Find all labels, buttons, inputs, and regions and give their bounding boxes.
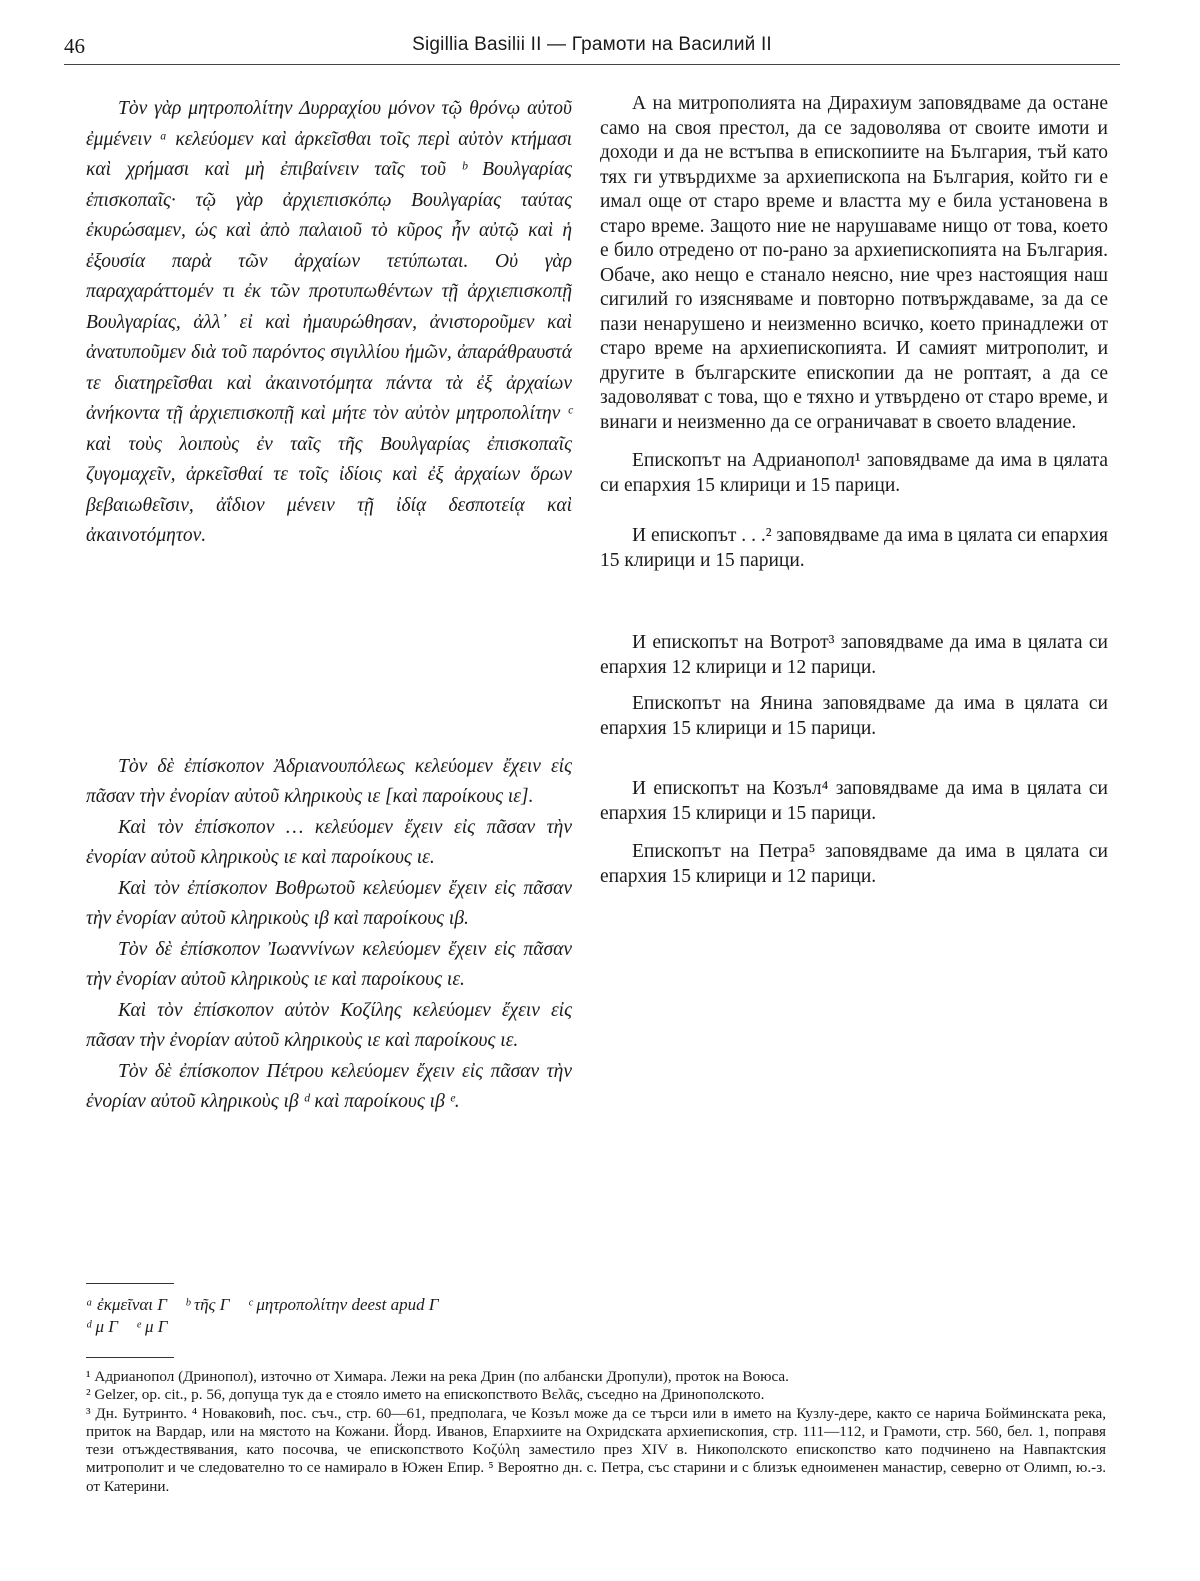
greek-paragraph-3: Καὶ τὸν ἐπίσκοπον … κελεύομεν ἔχειν εἰς πᾶσαν τὴν ἐνορίαν αὐτοῦ κληρικοὺς ιε καὶ παροίκους ιε. bbox=[86, 816, 572, 868]
bulgarian-paragraph-5: Епископът на Янина заповядваме да има в цялата си епархия 15 клирици и 15 парици. bbox=[600, 693, 1108, 739]
greek-paragraph-5: Τὸν δὲ ἐπίσκοπον Ἰωαννίνων κελεύομεν ἔχειν εἰς πᾶσαν τὴν ἐνορίαν αὐτοῦ κληρικοὺς ιε καὶ παροίκους ιε. bbox=[86, 938, 572, 990]
greek-paragraph-6: Καὶ τὸν ἐπίσκοπον αὐτὸν Κοζίλης κελεύομεν ἔχειν εἰς πᾶσαν τὴν ἐνορίαν αὐτοῦ κληρικοὺς ιε καὶ παροίκους ιε. bbox=[86, 999, 572, 1051]
apparatus-separator bbox=[86, 1283, 174, 1284]
apparatus-note-d: ᵈ μ Γ bbox=[86, 1317, 118, 1336]
apparatus-note-e: ᵉ μ Γ bbox=[136, 1317, 168, 1336]
footnote-separator bbox=[86, 1357, 174, 1358]
bulgarian-paragraph-3: И епископът . . .² заповядваме да има в цялата си епархия 15 клирици и 15 парици. bbox=[600, 525, 1108, 571]
greek-paragraph-2: Τὸν δὲ ἐπίσκοπον Ἀδριανουπόλεως κελεύομεν ἔχειν εἰς πᾶσαν τὴν ἐνορίαν αὐτοῦ κληρικοὺς ιε [καὶ παροίκους ιε]. bbox=[86, 755, 572, 807]
footnote-1: ¹ Адрианопол (Дринопол), източно от Химара. Лежи на река Дрин (по албански Дропули), проток на Воюса. bbox=[86, 1368, 789, 1385]
greek-paragraph-7: Τὸν δὲ ἐπίσκοπον Πέτρου κελεύομεν ἔχειν εἰς πᾶσαν τὴν ἐνορίαν αὐτοῦ κληρικοὺς ιβ ᵈ καὶ παροίκους ιβ ᵉ. bbox=[86, 1060, 572, 1112]
apparatus-note-c: ᶜ μητροπολίτην deest apud Γ bbox=[247, 1295, 439, 1314]
footnotes bbox=[86, 1368, 1106, 1496]
footnote-3-4-5: ³ Дн. Бутринто. ⁴ Новаковић, пос. съч., стр. 60—61, предполага, че Козъл може да се търси или в името на Кузлу-дере, както се нарича Бойминската река, приток на Вардар, или на мястото на Кожани. Йорд. Иванов, Епархиите на Охридската архиепископия, стр. 111—112, и Грамоти, стр. 560, бел. 1, поправя тези отъждествявания, като посочва, че епископството Κοζύλη заместило през XIV в. Никополското епископство като подчинено на Навпактския митрополит и че следователно то се намирало в Южен Епир. ⁵ Вероятно дн. с. Петра, със старини и с близък едноименен манастир, северно от Олимп, ю.-з. от Катерини. bbox=[86, 1404, 1106, 1495]
page-number: 46 bbox=[64, 34, 85, 58]
bulgarian-paragraph-2: Епископът на Адрианопол¹ заповядваме да има в цялата си епархия 15 клирици и 15 парици. bbox=[600, 450, 1108, 496]
greek-paragraph-4: Καὶ τὸν ἐπίσκοπον Βοθρωτοῦ κελεύομεν ἔχειν εἰς πᾶσαν τὴν ἐνορίαν αὐτοῦ κληρικοὺς ιβ καὶ παροίκους ιβ. bbox=[86, 877, 572, 929]
greek-paragraph-1: Τὸν γὰρ μητροπολίτην Δυρραχίου μόνον τῷ θρόνῳ αὐτοῦ ἐμμένειν ᵃ κελεύομεν καὶ ἀρκεῖσθαι τοῖς περὶ αὐτὸν κτήμασι καὶ χρήμασι καὶ μὴ ἐπιβαίνειν ταῖς τοῦ ᵇ Βουλγαρίας ἐπισκοπαῖς· τῷ γὰρ ἀρχιεπισκόπῳ Βουλγαρίας ταύτας ἐκυρώσαμεν, ὡς καὶ ἀπὸ παλαιοῦ τὸ κῦρος ἦν αὐτῷ καὶ ἡ ἐξουσία παρὰ τῶν ἀρχαίων τετύπωται. Οὐ γὰρ παραχαράττομέν τι ἐκ τῶν προτυπωθέντων τῇ ἀρχιεπισκοπῇ Βουλγαρίας, ἀλλ᾽ εἰ καὶ ἠμαυρώθησαν, ἀνιστοροῦμεν καὶ ἀνατυποῦμεν διὰ τοῦ παρόντος σιγιλλίου ἡμῶν, ἀπαράθραυστά τε διατηρεῖσθαι καὶ ἀκαινοτόμητα πάντα τὰ ἐξ ἀρχαίων ἀνήκοντα τῇ ἀρχιεπισκοπῇ καὶ μήτε τὸν αὐτὸν μητροπολίτην ᶜ καὶ τοὺς λοιποὺς ἐν ταῖς τῆς Βουλγαρίας ἐπισκοπαῖς ζυγομαχεῖν, ἀρκεῖσθαί τε τοῖς ἰδίοις καὶ ἐξ ἀρχαίων ὅρων βεβαιωθεῖσιν, ἀΐδιον μένειν τῇ ἰδίᾳ δεσποτείᾳ καὶ ἀκαινοτόμητον. bbox=[86, 98, 572, 546]
running-title: Sigillia Basilii II — Грамоти на Василий II bbox=[412, 34, 772, 55]
bulgarian-paragraph-1: А на митрополията на Дирахиум заповядваме да остане само на своя престол, да се задоволява от своите имоти и доходи и да не встъпва в епископиите на България, тъй като тях ги утвърдихме за архиепископа на България, който ги е имал още от старо време и властта му е била установена в старо време. Защото ние не нарушаваме нищо от това, което е било отредено от по-рано за архиепископията на България. Обаче, ако нещо е станало неясно, ние чрез настоящия наш сигилий го изясняваме и повторно потвърждаваме, за да се пази ненарушено и неизменно всичко, което принадлежи от старо време на архиепископията. И самият митрополит, и другите в българските епископии да не роптаят, а да се задоволяват с това, що е тяхно и утвърдено от старо време, и винаги и неизменно да се ограничават в своето владение. bbox=[600, 93, 1108, 433]
critical-apparatus bbox=[86, 1294, 586, 1338]
greek-column bbox=[86, 94, 572, 1118]
bulgarian-column bbox=[600, 92, 1108, 889]
footnote-2: ² Gelzer, op. cit., p. 56, допуща тук да е стояло името на епископството Βελᾶς, съседно на Дринополското. bbox=[86, 1386, 765, 1404]
bulgarian-paragraph-6: И епископът на Козъл⁴ заповядваме да има в цялата си епархия 15 клирици и 15 парици. bbox=[600, 778, 1108, 824]
bulgarian-paragraph-7: Епископът на Петра⁵ заповядваме да има в цялата си епархия 15 клирици и 12 парици. bbox=[600, 841, 1108, 887]
apparatus-note-b: ᵇ τῆς Γ bbox=[185, 1295, 230, 1314]
bulgarian-paragraph-4: И епископът на Вотрот³ заповядваме да има в цялата си епархия 12 клирици и 12 парици. bbox=[600, 632, 1108, 678]
page-header bbox=[64, 34, 1120, 65]
apparatus-note-a: ᵃ ἐκμεῖναι Γ bbox=[86, 1295, 167, 1314]
